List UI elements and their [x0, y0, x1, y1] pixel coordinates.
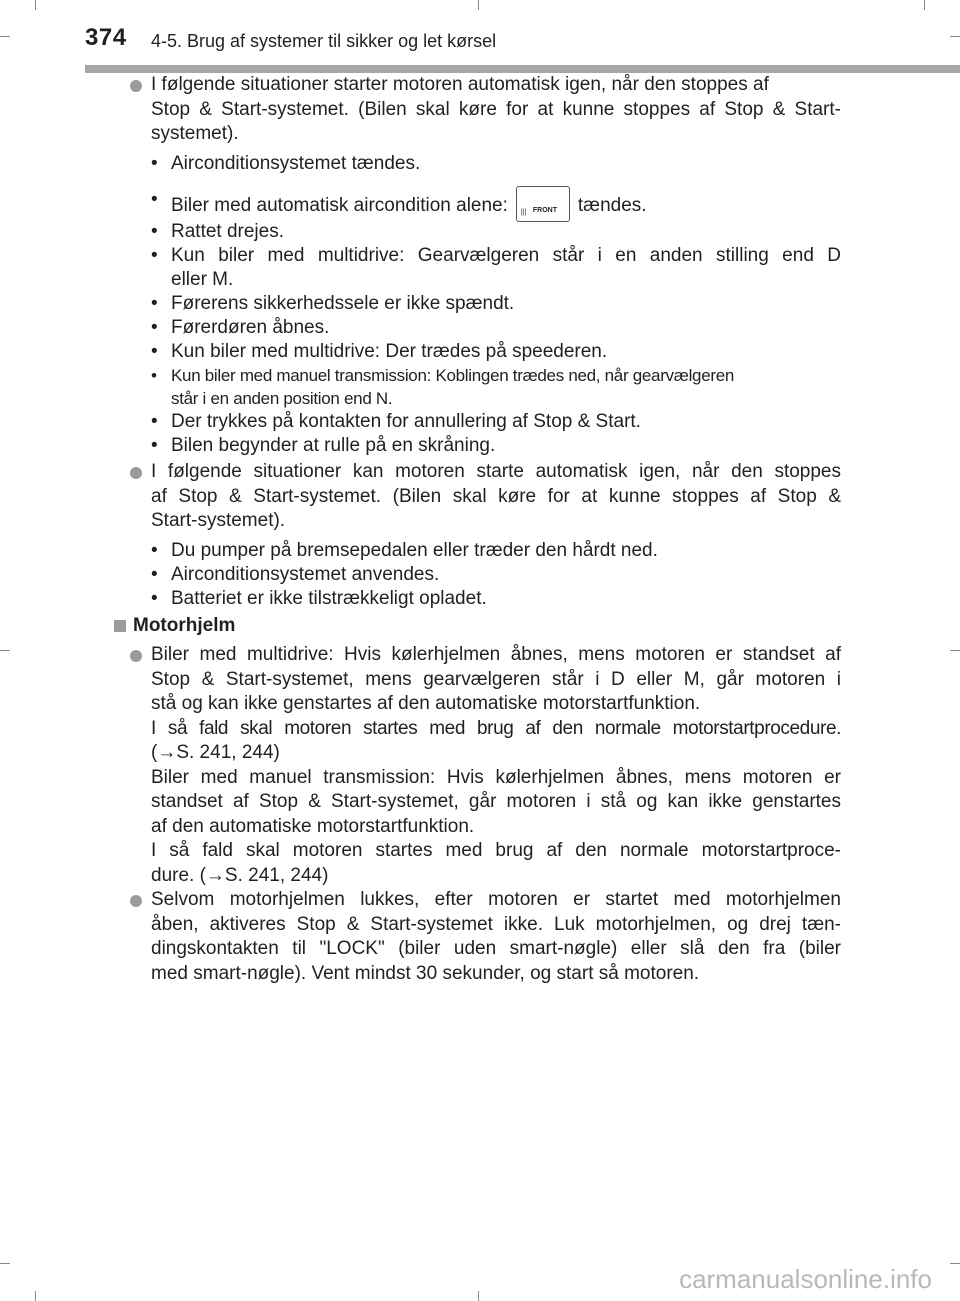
list-item: • Du pumper på bremsepedalen eller træder den hårdt ned. [151, 540, 658, 561]
list-item: • Kun biler med manuel transmission: Koblingen trædes ned, når gearvælgeren [151, 366, 735, 385]
list-item: • Førerens sikkerhedssele er ikke spændt. [151, 293, 515, 314]
trim-mark [950, 650, 960, 651]
trim-mark [0, 650, 10, 651]
text-line: I følgende situationer kan motoren starte automatisk igen, når den stoppes [151, 461, 841, 482]
list-item: • Batteriet er ikke tilstrækkeligt opladet. [151, 588, 487, 609]
trim-mark [924, 0, 925, 10]
trim-mark [950, 1263, 960, 1264]
list-item: • Airconditionsystemet tændes. [151, 153, 421, 174]
text-line: I så fald skal motoren startes med brug af den normale motorstartproce- [151, 840, 841, 861]
text-line: Start-systemet). [151, 510, 286, 531]
text-line: I så fald skal motoren startes med brug af den normale motorstartprocedure. [151, 717, 841, 739]
paragraph-text [151, 643, 841, 888]
text-line: åben, aktiveres Stop & Start-systemet ikke. Luk motorhjelmen, og drej tæn- [151, 913, 841, 935]
paragraph-text [151, 460, 841, 534]
paragraph-text [151, 73, 841, 147]
trim-mark [0, 36, 10, 37]
trim-mark [35, 1291, 36, 1301]
section-square-icon [114, 620, 126, 632]
text-line: stå og kan ikke genstartes af den automatiske motorstartfunktion. [151, 693, 701, 714]
text-line: dingskontakten til "LOCK" (biler uden smart-nøgle) eller slå den fra (biler [151, 938, 841, 959]
text-line: med smart-nøgle). Vent mindst 30 sekunder, og start så motoren. [151, 962, 700, 984]
list-item: • Bilen begynder at rulle på en skråning. [151, 435, 496, 456]
bullet-circle [130, 650, 142, 662]
list-item: • Kun biler med multidrive: Der trædes på speederen. [151, 341, 608, 362]
list-item: • Airconditionsystemet anvendes. [151, 564, 440, 585]
bullet-circle [130, 467, 142, 479]
text-line: Biler med multidrive: Hvis kølerhjelmen åbnes, mens motoren er standset af [151, 644, 841, 665]
list-item: • Biler med automatisk aircondition alene: ||| FRONT tændes. [151, 188, 841, 224]
watermark: carmanualsonline.info [679, 1264, 932, 1294]
list-item-continuation: står i en anden position end N. [171, 389, 393, 408]
text-line: Selvom motorhjelmen lukkes, efter motoren er startet med motorhjelmen [151, 889, 841, 910]
paragraph-text [151, 888, 841, 986]
bullet-circle [130, 895, 142, 907]
list-item-continuation: eller M. [171, 269, 234, 290]
text-line: af den automatiske motorstartfunktion. [151, 815, 475, 837]
trim-mark [478, 0, 479, 10]
trim-mark [478, 1291, 479, 1301]
text-line: Biler med manuel transmission: Hvis kølerhjelmen åbnes, mens motoren er [151, 766, 841, 788]
text-line: Stop & Start-systemet, mens gearvælgeren står i D eller M, går motoren i [151, 668, 841, 690]
trim-mark [35, 0, 36, 10]
list-item: • Kun biler med multidrive: Gearvælgeren står i en anden stilling end D [151, 245, 841, 266]
section-title: 4-5. Brug af systemer til sikker og let kørsel [151, 31, 497, 51]
front-defogger-button-icon: ||| FRONT [516, 186, 570, 222]
list-item: • Førerdøren åbnes. [151, 317, 330, 338]
list-item: • Rattet drejes. [151, 221, 284, 242]
bullet-circle [130, 80, 142, 92]
text-line: dure. (→S. 241, 244) [151, 864, 329, 886]
page-number: 374 [85, 24, 127, 51]
text-line: standset af Stop & Start-systemet, går motoren i stå og kan ikke genstartes [151, 791, 841, 812]
list-item: • Der trykkes på kontakten for annullering af Stop & Start. [151, 411, 641, 432]
text-line: Stop & Start-systemet. (Bilen skal køre for at kunne stoppes af Stop & Start- [151, 98, 841, 120]
trim-mark [0, 1263, 10, 1264]
text-line: systemet). [151, 123, 239, 144]
text-line: af Stop & Start-systemet. (Bilen skal køre for at kunne stoppes af Stop & [151, 485, 841, 507]
text-line: (→S. 241, 244) [151, 742, 280, 763]
section-heading: Motorhjelm [133, 615, 236, 636]
page-header [85, 24, 960, 64]
header-rule [85, 65, 960, 73]
text-line: I følgende situationer starter motoren automatisk igen, når den stoppes af [151, 74, 769, 95]
